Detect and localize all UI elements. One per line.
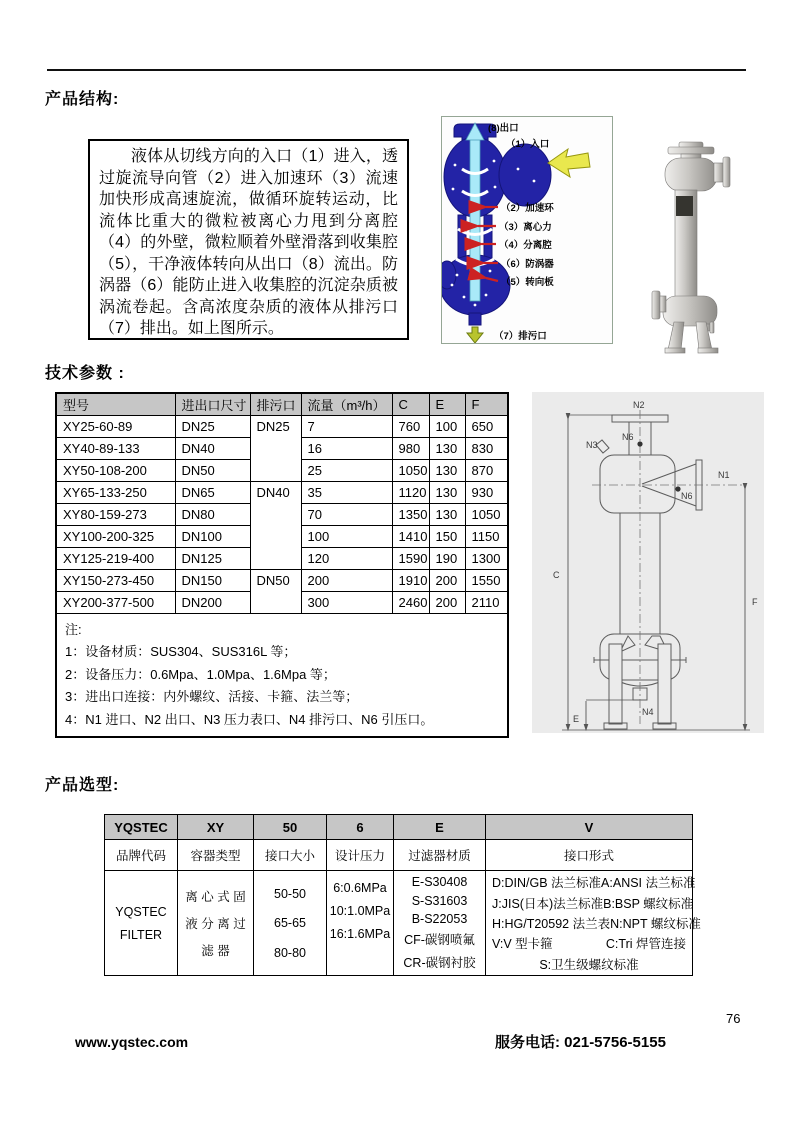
product-photo-svg: [648, 140, 766, 358]
table-cell: DN40: [175, 437, 250, 459]
table-cell: 150: [429, 525, 465, 547]
size-cell: [254, 871, 327, 976]
table-row: [56, 415, 508, 437]
drawing-label-n1: N1: [718, 470, 730, 480]
brand-line: FILTER: [119, 927, 163, 942]
column-header: 流量（m³/h）: [301, 393, 392, 415]
interface-option: V:V 型卡箍: [492, 937, 553, 952]
interface-option: H:HG/T20592 法兰表: [492, 916, 611, 931]
product-description: 液体从切线方向的入口（1）进入，透过旋流导向管（2）进入加速环（3）流速加快形成高速旋流，做循环旋转运动，比流体比重大的微粒被离心力甩到分离腔（4）的外壁，微粒顺着外壁滑落到收集腔（5），干净液体转向从出口（8）流出。防涡器（6）能防止进入收集腔的沉淀杂质被涡流卷起。含高浓度杂质的液体从排污口（7）排出。如上图所示。: [88, 139, 409, 340]
table-cell: 650: [465, 415, 508, 437]
table-cell: 760: [392, 415, 429, 437]
table-cell: 25: [301, 459, 392, 481]
table-cell: XY25-60-89: [56, 415, 175, 437]
type-line: 液 分 离 过: [185, 917, 246, 931]
interface-option: N:NPT 螺纹标准: [610, 916, 701, 931]
table-cell: XY40-89-133: [56, 437, 175, 459]
table-cell: 830: [465, 437, 508, 459]
interface-option: J:JIS(日本)法兰标准: [492, 896, 604, 911]
note-line: 3：进出口连接：内外螺纹、活接、卡箍、法兰等；: [65, 689, 359, 704]
tap-point-top: [637, 441, 642, 446]
interface-option: C:Tri 焊管连接: [605, 937, 686, 952]
params-table: [55, 392, 509, 738]
vessel-photo-shapes: [652, 142, 730, 353]
table-row: [56, 569, 508, 591]
section-heading-params: 技术参数 :: [45, 365, 125, 382]
interface-option: A:ANSI 法兰标准: [601, 876, 696, 891]
diagram-label-inlet: （1）入口: [506, 139, 550, 150]
interface-option: S:卫生级螺纹标准: [539, 957, 639, 972]
table-cell: 200: [301, 569, 392, 591]
section-heading-selection: 产品选型:: [45, 777, 120, 794]
diagram-label-vortex: （6）防涡器: [501, 259, 554, 270]
diagram-label-plate: （5）转向板: [501, 277, 554, 288]
inlet-arrow-icon: [548, 149, 590, 177]
pressure-option: 6:0.6MPa: [333, 881, 387, 895]
type-line: 滤 器: [201, 944, 230, 958]
table-cell: XY80-159-273: [56, 503, 175, 525]
interface-pair: [492, 873, 696, 891]
interface-option: B:BSP 螺纹标准: [603, 896, 694, 911]
table-cell: XY65-133-250: [56, 481, 175, 503]
table-cell: 980: [392, 437, 429, 459]
column-header: F: [465, 393, 508, 415]
code-cell: E: [394, 815, 486, 840]
table-cell: XY50-108-200: [56, 459, 175, 481]
table-cell: DN65: [175, 481, 250, 503]
label-cell: 过滤器材质: [394, 840, 486, 871]
table-cell: 2110: [465, 591, 508, 613]
table-cell: 1150: [465, 525, 508, 547]
table-cell: XY125-219-400: [56, 547, 175, 569]
material-option: CR-碳钢衬胶: [403, 955, 476, 970]
table-cell: DN100: [175, 525, 250, 547]
footer-website: www.yqstec.com: [75, 1034, 189, 1050]
table-cell: 35: [301, 481, 392, 503]
table-cell: 1050: [465, 503, 508, 525]
drawing-label-c: C: [553, 570, 560, 580]
table-cell: DN50: [250, 569, 301, 613]
brand-line: YQSTEC: [115, 904, 167, 919]
table-cell: 100: [301, 525, 392, 547]
pressure-option: 16:1.6MPa: [329, 927, 391, 941]
table-cell: DN200: [175, 591, 250, 613]
interface-option: D:DIN/GB 法兰标准: [492, 876, 602, 891]
size-option: 50-50: [274, 886, 306, 901]
table-cell: 200: [429, 591, 465, 613]
selection-table: [104, 814, 701, 976]
pressure-cell: [327, 871, 394, 976]
note-line: 2：设备压力：0.6Mpa、1.0Mpa、1.6Mpa 等；: [65, 666, 336, 682]
page-number: 76: [726, 1011, 741, 1026]
dimension-drawing-svg: [532, 392, 764, 733]
table-cell: 130: [429, 459, 465, 481]
column-header: E: [429, 393, 465, 415]
table-cell: 1550: [465, 569, 508, 591]
label-cell: 接口大小: [254, 840, 327, 871]
table-cell: XY200-377-500: [56, 591, 175, 613]
interface-pair: [492, 894, 694, 912]
product-photo: [648, 140, 766, 358]
code-cell: V: [486, 815, 693, 840]
table-cell: DN50: [175, 459, 250, 481]
cyclone-diagram: [441, 116, 613, 344]
diagram-label-drain: （7）排污口: [494, 331, 547, 342]
column-header: 排污口: [250, 393, 301, 415]
drawing-label-n6-side: N6: [681, 491, 693, 501]
brand-cell: [105, 871, 178, 976]
column-header: C: [392, 393, 429, 415]
table-cell: DN25: [250, 415, 301, 481]
table-cell: 300: [301, 591, 392, 613]
table-cell: 930: [465, 481, 508, 503]
code-cell: XY: [178, 815, 254, 840]
code-cell: 6: [327, 815, 394, 840]
footer-phone: 服务电话: 021-5756-5155: [495, 1034, 666, 1051]
material-option: B-S22053: [411, 911, 468, 926]
note-line: 4：N1 进口、N2 出口、N3 压力表口、N4 排污口、N6 引压口。: [65, 711, 434, 727]
table-cell: 1590: [392, 547, 429, 569]
table-cell: 1910: [392, 569, 429, 591]
params-notes: [56, 613, 508, 737]
drawing-background: [532, 392, 764, 733]
table-cell: 130: [429, 481, 465, 503]
label-cell: 容器类型: [178, 840, 254, 871]
drawing-label-n2: N2: [633, 400, 645, 410]
selection-label-row: [105, 840, 693, 871]
label-cell: 品牌代码: [105, 840, 178, 871]
table-cell: DN80: [175, 503, 250, 525]
cyclone-diagram-svg: [442, 117, 612, 343]
column-header: 进出口尺寸: [175, 393, 250, 415]
drawing-label-n3: N3: [586, 440, 598, 450]
table-cell: XY100-200-325: [56, 525, 175, 547]
diagram-label-ring: （2）加速环: [501, 203, 554, 214]
table-cell: DN150: [175, 569, 250, 591]
table-cell: 1410: [392, 525, 429, 547]
label-cell: 设计压力: [327, 840, 394, 871]
table-cell: 200: [429, 569, 465, 591]
table-cell: 70: [301, 503, 392, 525]
table-cell: DN125: [175, 547, 250, 569]
table-cell: 1120: [392, 481, 429, 503]
note-line: 1：设备材质：SUS304、SUS316L 等；: [65, 644, 297, 659]
tap-point-side: [675, 486, 680, 491]
selection-code-row: [105, 815, 693, 840]
table-cell: 1050: [392, 459, 429, 481]
diagram-label-force: （3）离心力: [499, 222, 552, 233]
nameplate: [676, 196, 693, 216]
header-rule: [47, 69, 746, 71]
drain-arrow-icon: [467, 327, 483, 343]
interface-pair: [492, 914, 701, 932]
table-cell: 1350: [392, 503, 429, 525]
diagram-label-chamber: （4）分离腔: [499, 240, 552, 251]
dimension-drawing: [532, 392, 764, 733]
table-cell: 870: [465, 459, 508, 481]
table-cell: 190: [429, 547, 465, 569]
type-cell: [178, 871, 254, 976]
table-cell: DN25: [175, 415, 250, 437]
diagram-label-outlet: (8)出口: [488, 123, 519, 134]
params-body: [56, 415, 508, 613]
size-option: 65-65: [274, 916, 306, 930]
table-cell: 1300: [465, 547, 508, 569]
table-row: [56, 481, 508, 503]
code-cell: YQSTEC: [105, 815, 178, 840]
params-header-row: [56, 393, 508, 415]
table-cell: XY150-273-450: [56, 569, 175, 591]
table-cell: 130: [429, 503, 465, 525]
table-cell: 16: [301, 437, 392, 459]
size-option: 80-80: [274, 945, 306, 960]
table-cell: 100: [429, 415, 465, 437]
material-option: CF-碳钢喷氟: [404, 933, 475, 948]
column-header: 型号: [56, 393, 175, 415]
drawing-label-n6-top: N6: [622, 432, 634, 442]
table-cell: DN40: [250, 481, 301, 569]
drawing-label-n4: N4: [642, 707, 654, 717]
code-cell: 50: [254, 815, 327, 840]
table-cell: 120: [301, 547, 392, 569]
drawing-label-e: E: [573, 714, 580, 724]
interface-pair: [492, 934, 686, 952]
section-heading-structure: 产品结构:: [45, 91, 120, 108]
note-line: 注:: [65, 621, 82, 637]
material-option: E-S30408: [411, 875, 468, 890]
drawing-label-f: F: [752, 597, 758, 607]
type-line: 离 心 式 固: [185, 890, 246, 904]
pressure-option: 10:1.0MPa: [329, 904, 391, 918]
table-cell: 7: [301, 415, 392, 437]
interface-cell: [486, 871, 701, 976]
label-cell: 接口形式: [486, 840, 693, 871]
material-option: S-S31603: [411, 893, 468, 908]
table-cell: 2460: [392, 591, 429, 613]
notes-row: [56, 613, 508, 737]
selection-body-row: [105, 871, 693, 976]
material-cell: [394, 871, 486, 976]
table-cell: 130: [429, 437, 465, 459]
